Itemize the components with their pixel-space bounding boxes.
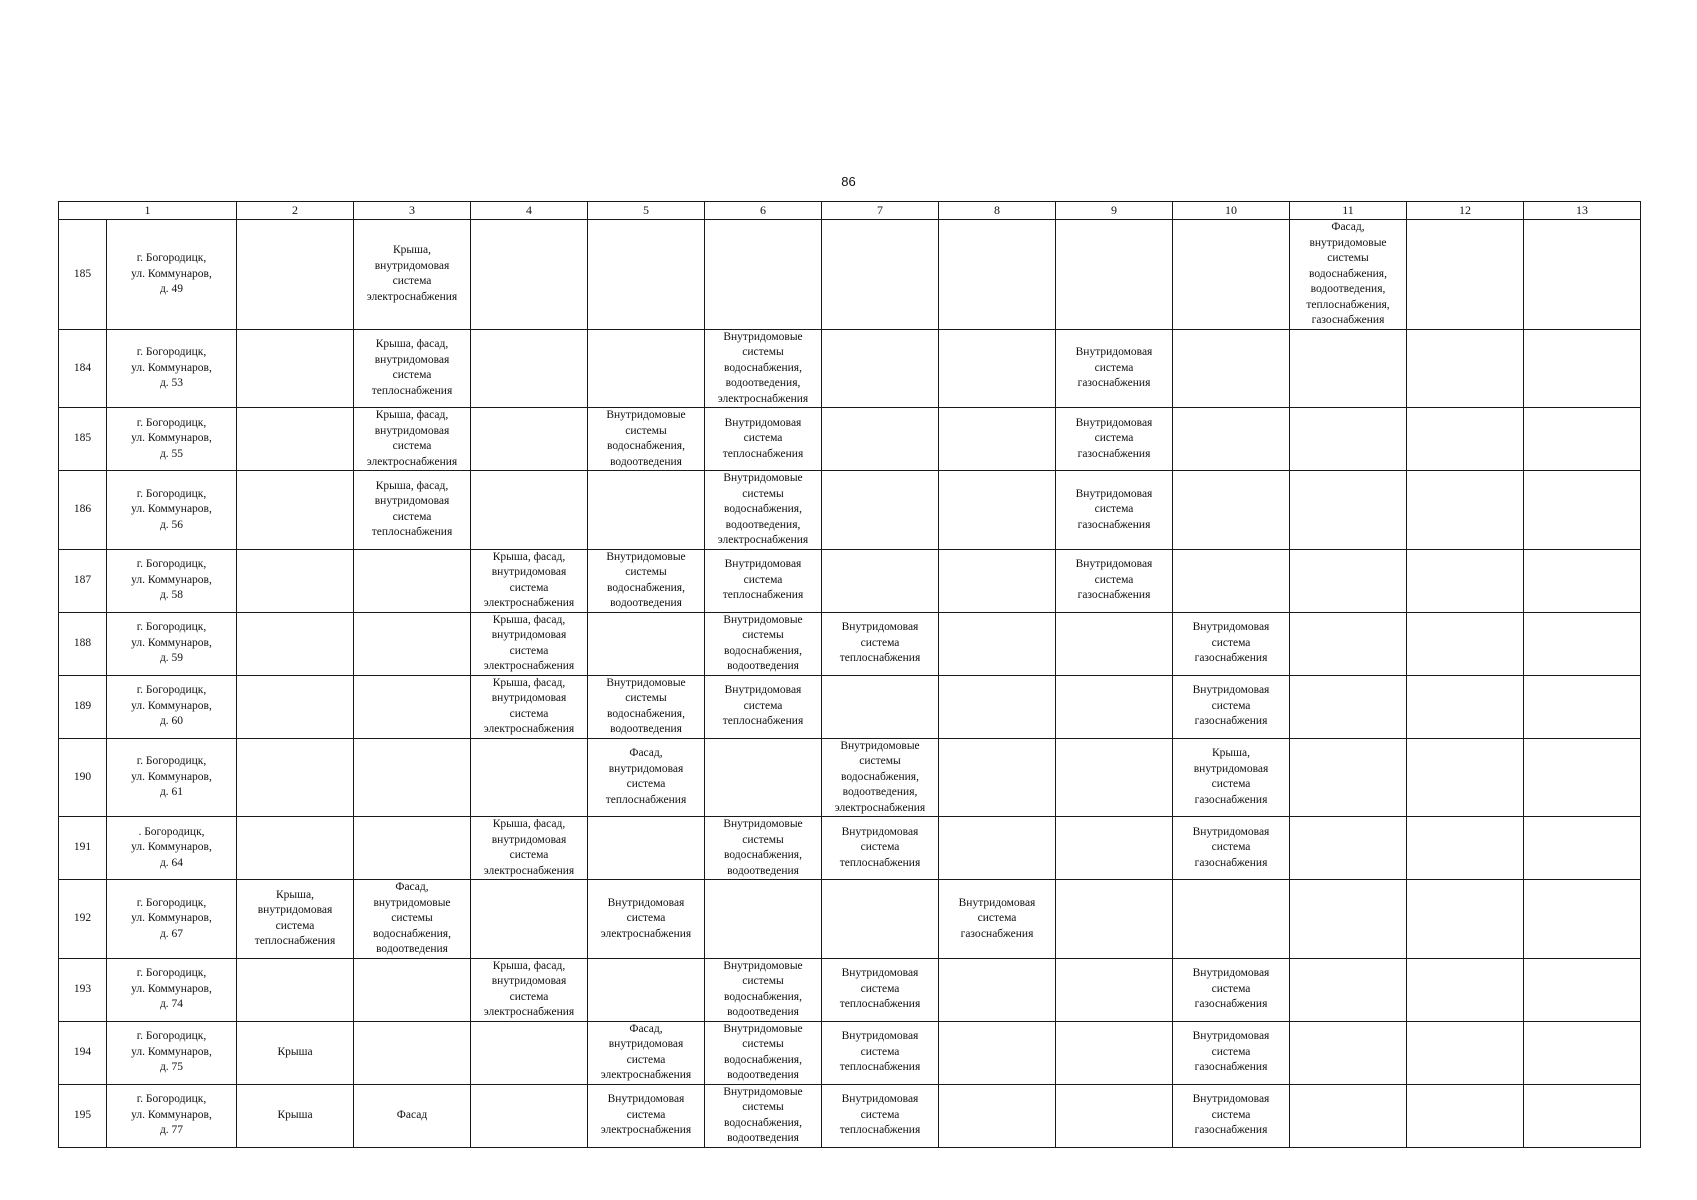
work-type-text: Внутридомовая система газоснабжения — [958, 896, 1036, 940]
work-type-cell — [1056, 1084, 1173, 1147]
address-text: г. Богородицк, ул. Коммунаров, д. 77 — [131, 1093, 212, 1137]
work-type-text: Внутридомовые системы водоснабжения, водоотведения — [606, 550, 686, 609]
address-cell — [107, 408, 237, 471]
work-type-cell — [1056, 880, 1173, 959]
address-cell — [107, 738, 237, 817]
work-type-cell — [1173, 675, 1290, 738]
address-text: г. Богородицк, ул. Коммунаров, д. 74 — [131, 967, 212, 1011]
work-type-text: Внутридомовая система газоснабжения — [1075, 558, 1153, 602]
work-type-cell — [822, 549, 939, 612]
table-row — [59, 612, 1641, 675]
work-type-cell — [939, 817, 1056, 880]
address-cell — [107, 958, 237, 1021]
work-type-text: Крыша, фасад, внутридомовая система теплоснабжения — [371, 338, 453, 397]
work-type-cell — [471, 471, 588, 550]
work-type-cell — [354, 329, 471, 408]
work-type-text: Крыша, внутридомовая система теплоснабжения — [254, 888, 336, 948]
repair-schedule-table — [58, 201, 1641, 1148]
work-type-cell — [1056, 738, 1173, 817]
work-type-cell — [705, 880, 822, 959]
work-type-cell — [588, 549, 705, 612]
work-type-cell — [705, 329, 822, 408]
work-type-cell — [237, 675, 354, 738]
work-type-cell — [1290, 1021, 1407, 1084]
work-type-cell — [1524, 471, 1641, 550]
work-type-text: Внутридомовая система газоснабжения — [1192, 684, 1270, 728]
work-type-cell — [354, 1084, 471, 1147]
table-row — [59, 329, 1641, 408]
address-text: г. Богородицк, ул. Коммунаров, д. 61 — [131, 755, 212, 798]
work-type-cell — [237, 612, 354, 675]
work-type-cell — [237, 471, 354, 550]
work-type-cell — [939, 958, 1056, 1021]
work-type-cell — [939, 1021, 1056, 1084]
work-type-text: Внутридомовая система газоснабжения — [1192, 1093, 1270, 1137]
work-type-text: Фасад, внутридомовые системы водоснабжения, водоотведения, теплоснабжения, газоснабжения — [1306, 221, 1390, 326]
work-type-cell — [822, 220, 939, 330]
work-type-cell — [1524, 958, 1641, 1021]
table-row — [59, 1084, 1641, 1147]
work-type-cell — [939, 1084, 1056, 1147]
work-type-cell — [939, 612, 1056, 675]
work-type-cell — [705, 220, 822, 330]
column-header: 1 — [59, 202, 237, 220]
work-type-cell — [354, 738, 471, 817]
work-type-cell — [1407, 1084, 1524, 1147]
work-type-text: Внутридомовая система электроснабжения — [600, 1093, 692, 1137]
work-type-cell — [1056, 471, 1173, 550]
work-type-cell — [705, 408, 822, 471]
table-row — [59, 549, 1641, 612]
work-type-cell — [1290, 329, 1407, 408]
work-type-cell — [471, 329, 588, 408]
work-type-text: Крыша, фасад, внутридомовая система электроснабжения — [483, 959, 575, 1018]
work-type-cell — [471, 675, 588, 738]
work-type-text: Внутридомовые системы водоснабжения, водоотведения — [723, 1022, 803, 1081]
work-type-cell — [237, 1021, 354, 1084]
work-type-cell — [939, 549, 1056, 612]
address-text: . Богородицк, ул. Коммунаров, д. 64 — [131, 825, 212, 869]
work-type-cell — [237, 549, 354, 612]
work-type-text: Внутридомовые системы водоснабжения, водоотведения, электроснабжения — [717, 472, 809, 546]
work-type-text: Фасад, внутридомовая система теплоснабжения — [605, 747, 687, 806]
work-type-cell — [822, 1084, 939, 1147]
work-type-cell — [1524, 408, 1641, 471]
row-number-cell: 184 — [59, 329, 107, 408]
row-number-cell: 193 — [59, 958, 107, 1021]
work-type-cell — [354, 612, 471, 675]
work-type-cell — [354, 817, 471, 880]
work-type-cell — [354, 549, 471, 612]
work-type-cell — [1173, 817, 1290, 880]
work-type-text: Внутридомовая система теплоснабжения — [722, 558, 804, 602]
work-type-text: Крыша, фасад, внутридомовая система электроснабжения — [483, 676, 575, 735]
work-type-text: Крыша, внутридомовая система газоснабжения — [1193, 747, 1269, 806]
address-text: г. Богородицк, ул. Коммунаров, д. 59 — [131, 621, 212, 665]
table-body — [59, 220, 1641, 1148]
work-type-cell — [471, 958, 588, 1021]
work-type-text: Крыша — [277, 1108, 313, 1121]
work-type-text: Внутридомовые системы водоснабжения, водоотведения — [606, 409, 686, 468]
column-header: 2 — [237, 202, 354, 220]
work-type-cell — [822, 1021, 939, 1084]
work-type-text: Внутридомовая система газоснабжения — [1075, 487, 1153, 531]
work-type-cell — [1173, 1084, 1290, 1147]
work-type-text: Внутридомовая система газоснабжения — [1192, 621, 1270, 665]
work-type-cell — [1056, 220, 1173, 330]
work-type-cell — [1173, 220, 1290, 330]
work-type-cell — [822, 675, 939, 738]
work-type-cell — [705, 1021, 822, 1084]
work-type-cell — [1173, 1021, 1290, 1084]
address-cell — [107, 471, 237, 550]
table-row — [59, 675, 1641, 738]
work-type-cell — [822, 612, 939, 675]
address-text: г. Богородицк, ул. Коммунаров, д. 75 — [131, 1030, 212, 1074]
work-type-cell — [588, 471, 705, 550]
work-type-cell — [1290, 471, 1407, 550]
row-number-cell: 195 — [59, 1084, 107, 1147]
work-type-cell — [1290, 220, 1407, 330]
work-type-cell — [588, 612, 705, 675]
work-type-cell — [822, 880, 939, 959]
work-type-text: Крыша, фасад, внутридомовая система электроснабжения — [483, 613, 575, 672]
work-type-cell — [705, 738, 822, 817]
work-type-cell — [822, 471, 939, 550]
work-type-cell — [1056, 408, 1173, 471]
work-type-cell — [1173, 738, 1290, 817]
column-header: 8 — [939, 202, 1056, 220]
column-header: 5 — [588, 202, 705, 220]
work-type-cell — [705, 549, 822, 612]
work-type-text: Внутридомовая система газоснабжения — [1075, 346, 1153, 389]
work-type-cell — [354, 880, 471, 959]
work-type-cell — [705, 471, 822, 550]
work-type-cell — [705, 1084, 822, 1147]
work-type-cell — [1407, 1021, 1524, 1084]
row-number-cell: 194 — [59, 1021, 107, 1084]
work-type-cell — [1056, 1021, 1173, 1084]
work-type-cell — [1290, 612, 1407, 675]
row-number-cell: 185 — [59, 220, 107, 330]
address-cell — [107, 1084, 237, 1147]
work-type-cell — [354, 471, 471, 550]
work-type-cell — [705, 612, 822, 675]
address-cell — [107, 1021, 237, 1084]
work-type-text: Внутридомовая система теплоснабжения — [722, 416, 804, 460]
work-type-cell — [1056, 549, 1173, 612]
address-text: г. Богородицк, ул. Коммунаров, д. 60 — [131, 684, 212, 728]
work-type-cell — [1290, 880, 1407, 959]
work-type-cell — [588, 958, 705, 1021]
work-type-cell — [588, 1084, 705, 1147]
work-type-cell — [1524, 880, 1641, 959]
address-text: г. Богородицк, ул. Коммунаров, д. 58 — [131, 558, 212, 602]
work-type-cell — [471, 738, 588, 817]
column-header: 4 — [471, 202, 588, 220]
work-type-cell — [354, 220, 471, 330]
work-type-cell — [471, 612, 588, 675]
work-type-text: Крыша, фасад, внутридомовая система теплоснабжения — [371, 479, 453, 539]
work-type-cell — [1524, 738, 1641, 817]
work-type-cell — [471, 220, 588, 330]
address-text: г. Богородицк, ул. Коммунаров, д. 67 — [131, 896, 212, 940]
work-type-cell — [354, 958, 471, 1021]
work-type-text: Внутридомовая система газоснабжения — [1192, 825, 1270, 869]
work-type-cell — [1173, 958, 1290, 1021]
work-type-text: Внутридомовая система теплоснабжения — [839, 621, 921, 665]
work-type-cell — [1173, 880, 1290, 959]
work-type-cell — [1056, 817, 1173, 880]
work-type-cell — [1056, 675, 1173, 738]
work-type-cell — [939, 738, 1056, 817]
address-text: г. Богородицк, ул. Коммунаров, д. 56 — [131, 487, 212, 531]
work-type-cell — [237, 817, 354, 880]
work-type-cell — [1407, 408, 1524, 471]
address-cell — [107, 220, 237, 330]
work-type-cell — [939, 880, 1056, 959]
table-row — [59, 738, 1641, 817]
column-header: 13 — [1524, 202, 1641, 220]
work-type-text: Внутридомовая система электроснабжения — [600, 896, 692, 940]
row-number-cell: 191 — [59, 817, 107, 880]
work-type-cell — [1290, 408, 1407, 471]
work-type-cell — [471, 880, 588, 959]
table-row — [59, 408, 1641, 471]
work-type-cell — [1524, 220, 1641, 330]
column-number-header-row — [59, 202, 1641, 220]
row-number-cell: 187 — [59, 549, 107, 612]
row-number-cell: 190 — [59, 738, 107, 817]
work-type-text: Внутридомовая система газоснабжения — [1075, 416, 1153, 460]
work-type-cell — [1524, 329, 1641, 408]
work-type-cell — [1407, 675, 1524, 738]
address-text: г. Богородицк, ул. Коммунаров, д. 55 — [131, 416, 212, 460]
work-type-cell — [1407, 612, 1524, 675]
work-type-text: Внутридомовая система газоснабжения — [1192, 1030, 1270, 1074]
table-row — [59, 817, 1641, 880]
work-type-cell — [354, 408, 471, 471]
work-type-cell — [1173, 408, 1290, 471]
work-type-text: Внутридомовая система теплоснабжения — [839, 825, 921, 869]
work-type-cell — [237, 220, 354, 330]
work-type-cell — [822, 817, 939, 880]
work-type-cell — [1524, 1084, 1641, 1147]
table-row — [59, 1021, 1641, 1084]
work-type-cell — [1524, 675, 1641, 738]
work-type-cell — [1290, 738, 1407, 817]
work-type-cell — [1290, 1084, 1407, 1147]
work-type-cell — [354, 1021, 471, 1084]
page-number: 86 — [841, 174, 856, 189]
work-type-cell — [588, 817, 705, 880]
work-type-cell — [1290, 817, 1407, 880]
row-number-cell: 186 — [59, 471, 107, 550]
work-type-cell — [1407, 817, 1524, 880]
work-type-text: Крыша, внутридомовая система электроснабжения — [366, 244, 458, 303]
work-type-cell — [705, 817, 822, 880]
work-type-cell — [1524, 549, 1641, 612]
table-row — [59, 958, 1641, 1021]
work-type-cell — [588, 220, 705, 330]
address-cell — [107, 549, 237, 612]
work-type-text: Крыша, фасад, внутридомовая система электроснабжения — [366, 409, 458, 468]
work-type-cell — [588, 880, 705, 959]
work-type-text: Внутридомовая система теплоснабжения — [839, 967, 921, 1011]
column-header: 12 — [1407, 202, 1524, 220]
work-type-text: Внутридомовые системы водоснабжения, водоотведения — [723, 1085, 803, 1144]
work-type-cell — [354, 675, 471, 738]
work-type-cell — [939, 408, 1056, 471]
work-type-cell — [1407, 738, 1524, 817]
work-type-text: Внутридомовая система газоснабжения — [1192, 967, 1270, 1011]
address-text: г. Богородицк, ул. Коммунаров, д. 53 — [131, 346, 212, 389]
work-type-cell — [1290, 958, 1407, 1021]
work-type-cell — [1173, 329, 1290, 408]
work-type-text: Крыша — [277, 1045, 313, 1058]
work-type-cell — [939, 471, 1056, 550]
address-cell — [107, 612, 237, 675]
work-type-cell — [1407, 220, 1524, 330]
work-type-text: Внутридомовые системы водоснабжения, водоотведения — [723, 613, 803, 672]
address-cell — [107, 817, 237, 880]
work-type-cell — [588, 738, 705, 817]
address-cell — [107, 675, 237, 738]
work-type-cell — [1056, 612, 1173, 675]
work-type-cell — [471, 1084, 588, 1147]
work-type-text: Внутридомовая система теплоснабжения — [839, 1030, 921, 1074]
work-type-text: Внутридомовые системы водоснабжения, водоотведения, электроснабжения — [834, 739, 926, 814]
work-type-cell — [237, 408, 354, 471]
work-type-cell — [237, 958, 354, 1021]
work-type-cell — [705, 958, 822, 1021]
work-type-text: Фасад, внутридомовые системы водоснабжения, водоотведения — [373, 881, 451, 955]
work-type-text: Внутридомовые системы водоснабжения, водоотведения, электроснабжения — [717, 330, 809, 405]
work-type-cell — [1056, 329, 1173, 408]
work-type-cell — [822, 738, 939, 817]
work-type-text: Внутридомовые системы водоснабжения, водоотведения — [723, 959, 803, 1018]
work-type-text: Внутридомовая система теплоснабжения — [839, 1093, 921, 1137]
address-cell — [107, 880, 237, 959]
work-type-cell — [1407, 471, 1524, 550]
work-type-cell — [237, 880, 354, 959]
work-type-cell — [939, 329, 1056, 408]
work-type-cell — [237, 738, 354, 817]
work-type-cell — [822, 329, 939, 408]
work-type-cell — [588, 1021, 705, 1084]
work-type-cell — [939, 220, 1056, 330]
work-type-text: Крыша, фасад, внутридомовая система электроснабжения — [483, 550, 575, 609]
work-type-text: Внутридомовые системы водоснабжения, водоотведения — [723, 818, 803, 877]
column-header: 11 — [1290, 202, 1407, 220]
work-type-text: Внутридомовые системы водоснабжения, водоотведения — [606, 676, 686, 735]
column-header: 9 — [1056, 202, 1173, 220]
work-type-cell — [1407, 958, 1524, 1021]
address-text: г. Богородицк, ул. Коммунаров, д. 49 — [131, 252, 212, 295]
work-type-cell — [705, 675, 822, 738]
row-number-cell: 185 — [59, 408, 107, 471]
row-number-cell: 189 — [59, 675, 107, 738]
row-number-cell: 192 — [59, 880, 107, 959]
work-type-cell — [1173, 471, 1290, 550]
work-type-cell — [1407, 329, 1524, 408]
work-type-cell — [1173, 549, 1290, 612]
work-type-text: Внутридомовая система теплоснабжения — [722, 684, 804, 728]
work-type-cell — [1407, 880, 1524, 959]
work-type-text: Фасад, внутридомовая система электроснабжения — [600, 1022, 692, 1081]
work-type-cell — [1524, 1021, 1641, 1084]
column-header: 6 — [705, 202, 822, 220]
table-row — [59, 471, 1641, 550]
column-header: 10 — [1173, 202, 1290, 220]
work-type-cell — [1524, 817, 1641, 880]
work-type-cell — [471, 1021, 588, 1084]
address-cell — [107, 329, 237, 408]
work-type-cell — [588, 675, 705, 738]
work-type-cell — [822, 958, 939, 1021]
table-row — [59, 880, 1641, 959]
work-type-text: Крыша, фасад, внутридомовая система электроснабжения — [483, 818, 575, 877]
work-type-cell — [1056, 958, 1173, 1021]
work-type-cell — [822, 408, 939, 471]
work-type-cell — [471, 549, 588, 612]
work-type-cell — [1407, 549, 1524, 612]
work-type-cell — [1290, 675, 1407, 738]
work-type-cell — [939, 675, 1056, 738]
work-type-cell — [237, 329, 354, 408]
table-row — [59, 220, 1641, 330]
work-type-cell — [1524, 612, 1641, 675]
work-type-cell — [588, 329, 705, 408]
work-type-cell — [471, 408, 588, 471]
work-type-cell — [471, 817, 588, 880]
column-header: 3 — [354, 202, 471, 220]
work-type-cell — [237, 1084, 354, 1147]
work-type-text: Фасад — [396, 1108, 428, 1121]
work-type-cell — [588, 408, 705, 471]
row-number-cell: 188 — [59, 612, 107, 675]
work-type-cell — [1290, 549, 1407, 612]
work-type-cell — [1173, 612, 1290, 675]
column-header: 7 — [822, 202, 939, 220]
